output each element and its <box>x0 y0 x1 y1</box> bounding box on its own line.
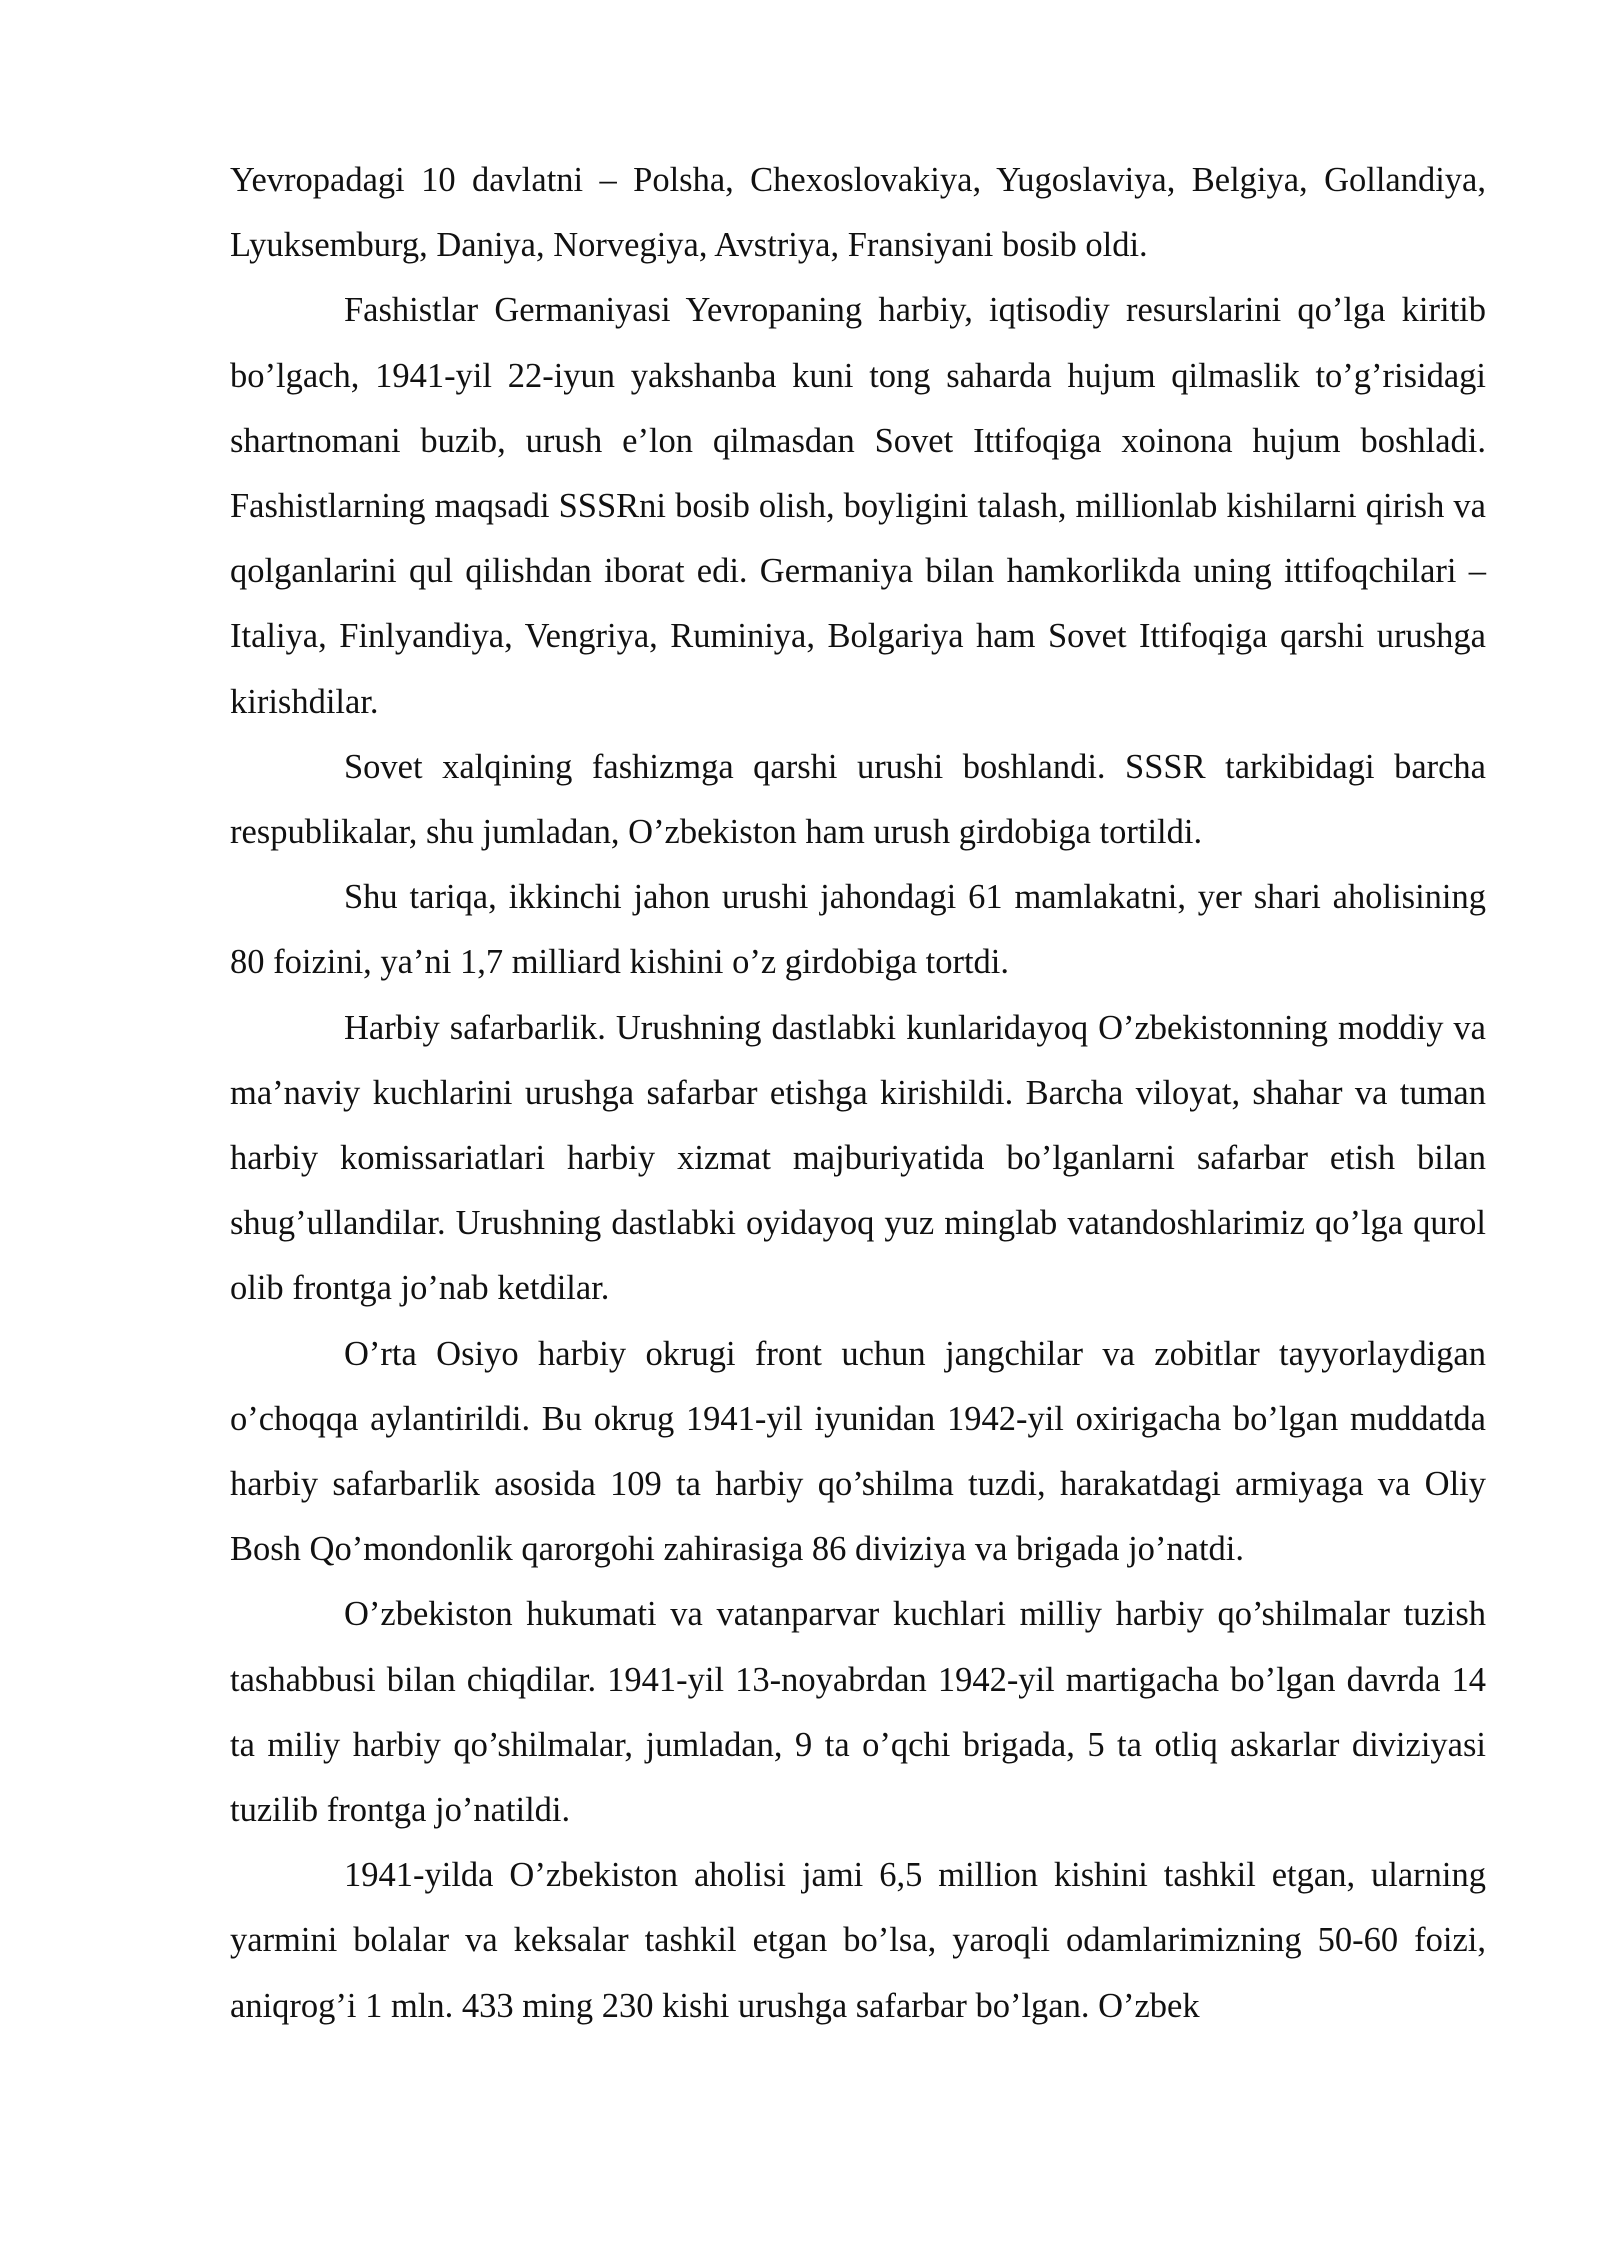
paragraph-4: Shu tariqa, ikkinchi jahon urushi jahondagi 61 mamlakatni, yer shari aholisining 80 foizini, ya’ni 1,7 milliard kishini o’z girdobiga tortdi. <box>230 878 1486 982</box>
paragraph-6: O’rta Osiyo harbiy okrugi front uchun jangchilar va zobitlar tayyorlaydigan o’choqqa aylantirildi. Bu okrug 1941-yil iyunidan 1942-yil oxirigacha bo’lgan muddatda harbiy safarbarlik asosida 109 ta harbiy qo’shilma tuzdi, harakatdagi armiyaga va Oliy Bosh Qo’mondonlik qarorgohi zahirasiga 86 diviziya va brigada jo’natdi. <box>230 1334 1486 1569</box>
paragraph-8: 1941-yilda O’zbekiston aholisi jami 6,5 million kishini tashkil etgan, ularning yarmini bolalar va keksalar tashkil etgan bo’lsa, yaroqli odamlarimizning 50-60 foizi, aniqrog’i 1 mln. 433 ming 230 kishi urushga safarbar bo’lgan. O’zbek <box>230 1856 1486 2025</box>
paragraph-2: Fashistlar Germaniyasi Yevropaning harbiy, iqtisodiy resurslarini qo’lga kiritib bo’lgach, 1941-yil 22-iyun yakshanba kuni tong saharda hujum qilmaslik to’g’risidagi shartnomani buzib, urush e’lon qilmasdan Sovet Ittifoqiga xoinona hujum boshladi. Fashistlarning maqsadi SSSRni bosib olish, boyligini talash, millionlab kishilarni qirish va qolganlarini qul qilishdan iborat edi. Germaniya bilan hamkorlikda uning ittifoqchilari – Italiya, Finlyandiya, Vengriya, Ruminiya, Bolgariya ham Sovet Ittifoqiga qarshi urushga kirishdilar. <box>230 291 1486 721</box>
document-page <box>230 148 1486 2039</box>
paragraph-3: Sovet xalqining fashizmga qarshi urushi boshlandi. SSSR tarkibidagi barcha respublikalar, shu jumladan, O’zbekiston ham urush girdobiga tortildi. <box>230 747 1486 852</box>
paragraph-5: Harbiy safarbarlik. Urushning dastlabki kunlaridayoq O’zbekistonning moddiy va ma’naviy kuchlarini urushga safarbar etishga kirishildi. Barcha viloyat, shahar va tuman harbiy komissariatlari harbiy xizmat majburiyatida bo’lganlarni safarbar etish bilan shug’ullandilar. Urushning dastlabki oyidayoq yuz minglab vatandoshlarimiz qo’lga qurol olib frontga jo’nab ketdilar. <box>230 1008 1486 1308</box>
paragraph-7: O’zbekiston hukumati va vatanparvar kuchlari milliy harbiy qo’shilmalar tuzish tashabbusi bilan chiqdilar. 1941-yil 13-noyabrdan 1942-yil martigacha bo’lgan davrda 14 ta miliy harbiy qo’shilmalar, jumladan, 9 ta o’qchi brigada, 5 ta otliq askarlar diviziyasi tuzilib frontga jo’natildi. <box>230 1595 1486 1830</box>
paragraph-1: Yevropadagi 10 davlatni – Polsha, Chexoslovakiya, Yugoslaviya, Belgiya, Gollandiya, Lyuksemburg, Daniya, Norvegiya, Avstriya, Fransiyani bosib oldi. <box>230 161 1486 265</box>
